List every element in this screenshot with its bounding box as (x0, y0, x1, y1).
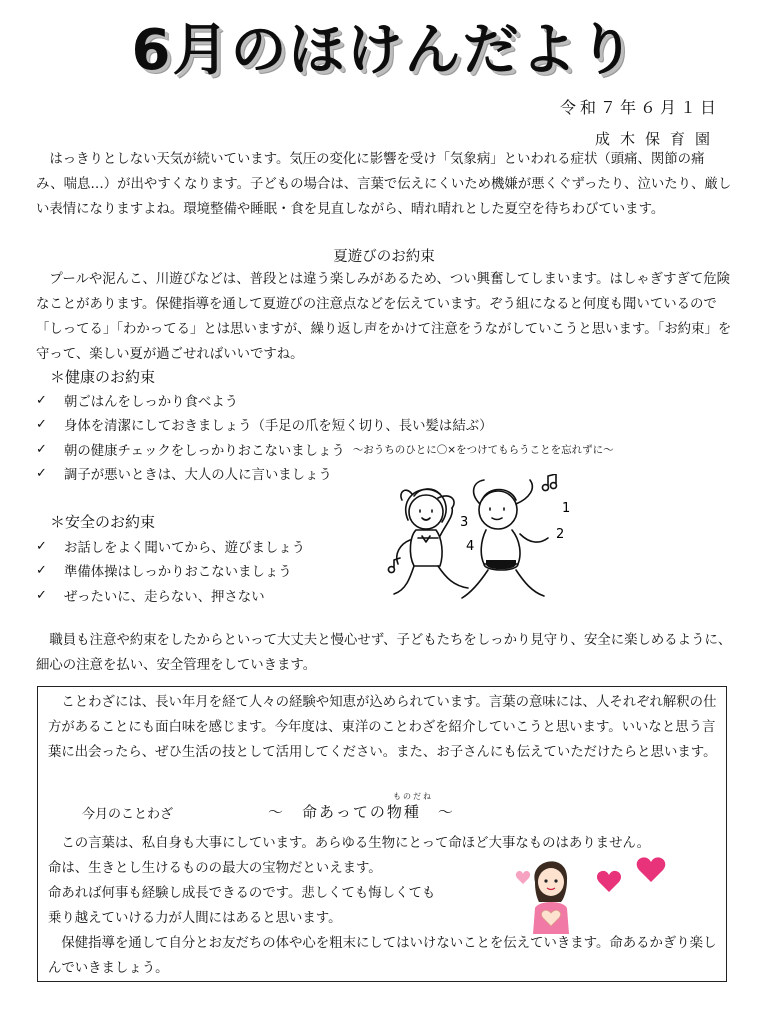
proverb-line: 命は、生きとし生けるものの最大の宝物だといえます。 (48, 861, 382, 876)
list-item (36, 559, 305, 584)
check-mark-icon: ✓ (36, 392, 47, 408)
summer-section-heading: 夏遊びのお約束 (333, 249, 435, 265)
list-item-note: ～おうちのひとに〇×をつけてもらうことを忘れずに～ (352, 443, 614, 456)
safety-rules-heading: ＊安全のお約束 (50, 513, 156, 531)
closing-paragraph: 職員も注意や約束をしたからといって大丈夫と慢心せず、子どもたちをしっかり見守り、安全に楽しめるように、細心の注意を払い、安全管理をしていきます。 (36, 633, 732, 673)
health-rules-heading: ＊健康のお約束 (50, 368, 156, 386)
svg-text:2: 2 (556, 527, 565, 542)
health-rules-list (36, 388, 614, 486)
check-mark-icon: ✓ (36, 538, 47, 554)
list-item-text: 朝の健康チェックをしっかりおこないましょう (64, 443, 345, 459)
list-item-text: 調子が悪いときは、大人の人に言いましょう (64, 468, 332, 484)
check-mark-icon: ✓ (36, 563, 47, 579)
proverb-box (37, 686, 727, 982)
list-item-text: 準備体操はしっかりおこないましょう (64, 565, 292, 581)
svg-text:1: 1 (562, 501, 571, 516)
organization-name: 成木保育園 (594, 130, 720, 148)
list-item (36, 534, 305, 559)
list-item-text: ぜったいに、走らない、押さない (64, 589, 265, 605)
proverb-label: 今月のことわざ (82, 807, 174, 822)
list-item (36, 583, 305, 608)
list-item-text: 朝ごはんをしっかり食べよう (64, 394, 239, 410)
proverb-ruby: ものだね (393, 792, 433, 801)
list-item (36, 413, 614, 438)
proverb-intro-paragraph: ことわざには、長い年月を経て人々の経験や知恵が込められています。言葉の意味には、人それぞれ解釈の仕方があることにも面白味を感じます。今年度は、東洋のことわざを紹介していこうと思います。いいなと思う言葉に出会ったら、ぜひ生活の技として活用してください。また、お子さんにも伝えていただけたらと思います。 (48, 695, 717, 760)
list-item (36, 388, 614, 413)
svg-text:4: 4 (466, 539, 475, 554)
intro-paragraph: はっきりとしない天気が続いています。気圧の変化に影響を受け「気象病」といわれる症状（頭痛、関節の痛み、喘息…）が出やすくなります。子どもの場合は、言葉で伝えにくいため機嫌が悪くぐずったり、泣いたり、厳しい表情になりますよね。環境整備や睡眠・食を見直しながら、晴れ晴れとした夏空を待ちわびています。 (36, 152, 732, 217)
dancing-children-illustration (380, 474, 580, 610)
list-item-text: 身体を清潔にしておきましょう（手足の爪を短く切り、長い髪は結ぶ） (64, 419, 493, 435)
safety-rules-list (36, 534, 305, 608)
summer-paragraph: プールや泥んこ、川遊びなどは、普段とは違う楽しみがあるため、つい興奮してしまいます。はしゃぎすぎて危険なことがあります。保健指導を通して夏遊びの注意点などを伝えています。ぞう組になると何度も聞いているので「しってる」「わかってる」とは思いますが、繰り返し声をかけて注意をうながしていこうと思います。「お約束」を守って、楽しい夏が過ごせればいいですね。 (36, 272, 732, 362)
proverb-text: ～ 命あっての物種 ～ (268, 803, 455, 821)
list-item-text: お話しをよく聞いてから、遊びましょう (64, 540, 306, 556)
proverb-closing: 保健指導を通して自分とお友だちの体や心を粗末にしてはいけないことを伝えていきます。命あるかぎり楽しんでいきましょう。 (48, 936, 717, 976)
check-mark-icon: ✓ (36, 466, 47, 482)
page-title: 6月のほけんだより (131, 18, 637, 83)
proverb-line: 命あれば何事も経験し成長できるのです。悲しくても悔しくても (48, 886, 436, 901)
list-item (36, 437, 614, 462)
check-mark-icon: ✓ (36, 587, 47, 603)
proverb-explanation: この言葉は、私自身も大事にしています。あらゆる生物にとって命ほど大事なものはありません。 (61, 836, 651, 851)
issue-date: 令和７年６月１日 (559, 98, 720, 117)
check-mark-icon: ✓ (36, 441, 47, 457)
check-mark-icon: ✓ (36, 417, 47, 433)
girl-heart-illustration (505, 848, 675, 934)
proverb-line: 乗り越えていける力が人間にはあると思います。 (48, 911, 342, 926)
svg-text:3: 3 (460, 515, 469, 530)
proverb-row (38, 792, 728, 823)
